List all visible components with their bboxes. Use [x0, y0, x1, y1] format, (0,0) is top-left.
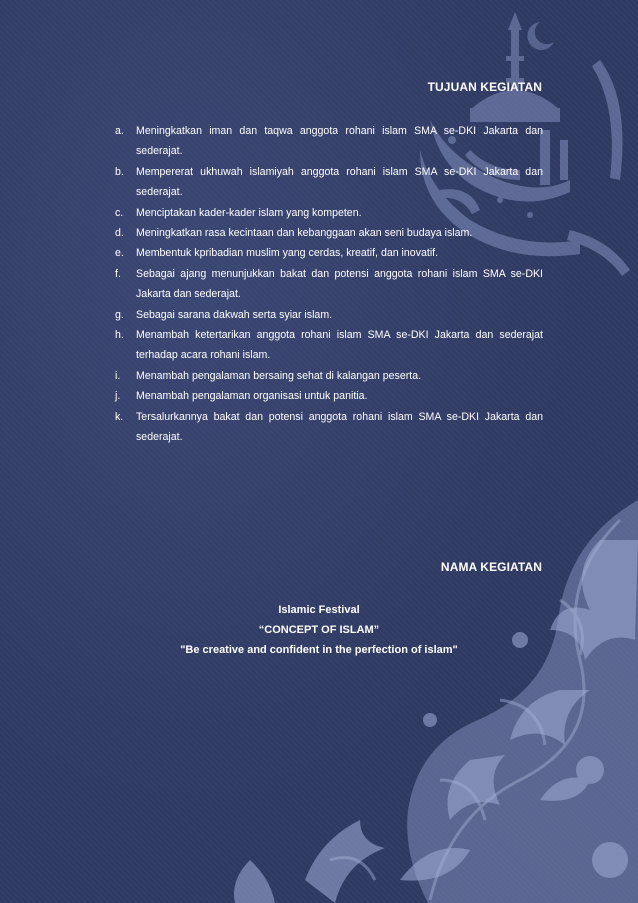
- list-item: [115, 203, 543, 223]
- list-item-text: Sebagai sarana dakwah serta syiar islam.: [136, 308, 333, 321]
- event-tagline: "Be creative and confident in the perfection of islam": [180, 644, 458, 656]
- objectives-list: [115, 121, 543, 448]
- list-item-letter: c.: [115, 206, 124, 219]
- list-item-text: Membentuk kpribadian muslim yang cerdas, kreatif, dan inovatif.: [136, 247, 439, 260]
- list-item-letter: j.: [115, 390, 121, 403]
- list-item-letter: g.: [115, 308, 124, 321]
- objectives-heading: TUJUAN KEGIATAN: [427, 80, 542, 94]
- event-name: Islamic Festival: [278, 604, 360, 616]
- list-item: [115, 305, 543, 325]
- list-item-text: Tersalurkannya bakat dan potensi anggota rohani islam SMA se-DKI Jakarta dan sederajat.: [136, 410, 543, 444]
- list-item-letter: a.: [115, 125, 124, 137]
- list-item-text: Menambah pengalaman bersaing sehat di kalangan peserta.: [136, 369, 422, 382]
- list-item: [115, 121, 543, 162]
- list-item: [115, 366, 543, 386]
- list-item: [115, 223, 543, 243]
- event-info: [96, 600, 542, 660]
- list-item-text: Menciptakan kader-kader islam yang kompeten.: [136, 206, 362, 219]
- list-item-text: Meningkatkan iman dan taqwa anggota rohani islam SMA se-DKI Jakarta dan sederajat.: [136, 125, 543, 158]
- list-item-letter: f.: [115, 267, 121, 280]
- list-item-letter: b.: [115, 165, 124, 178]
- list-item-letter: e.: [115, 247, 124, 260]
- list-item-text: Meningkatkan rasa kecintaan dan kebanggaan akan seni budaya islam.: [136, 227, 473, 240]
- list-item: [115, 386, 543, 406]
- list-item-letter: h.: [115, 329, 124, 342]
- list-item: [115, 325, 543, 366]
- list-item: [115, 407, 543, 448]
- event-concept: “CONCEPT OF ISLAM”: [258, 624, 380, 636]
- list-item-text: Mempererat ukhuwah islamiyah anggota rohani islam SMA se-DKI Jakarta dan sederajat.: [136, 165, 543, 199]
- list-item-letter: d.: [115, 227, 124, 240]
- list-item-text: Sebagai ajang menunjukkan bakat dan potensi anggota rohani islam SMA se-DKI Jakarta dan sederajat.: [136, 267, 543, 301]
- list-item: [115, 264, 543, 305]
- list-item: [115, 162, 543, 203]
- list-item-text: Menambah pengalaman organisasi untuk panitia.: [136, 390, 368, 403]
- list-item-text: Menambah ketertarikan anggota rohani islam SMA se-DKI Jakarta dan sederajat terhadap acara rohani islam.: [136, 329, 543, 362]
- list-item: [115, 243, 543, 263]
- list-item-letter: k.: [115, 410, 124, 423]
- event-name-heading: NAMA KEGIATAN: [440, 560, 542, 574]
- list-item-letter: i.: [115, 369, 121, 382]
